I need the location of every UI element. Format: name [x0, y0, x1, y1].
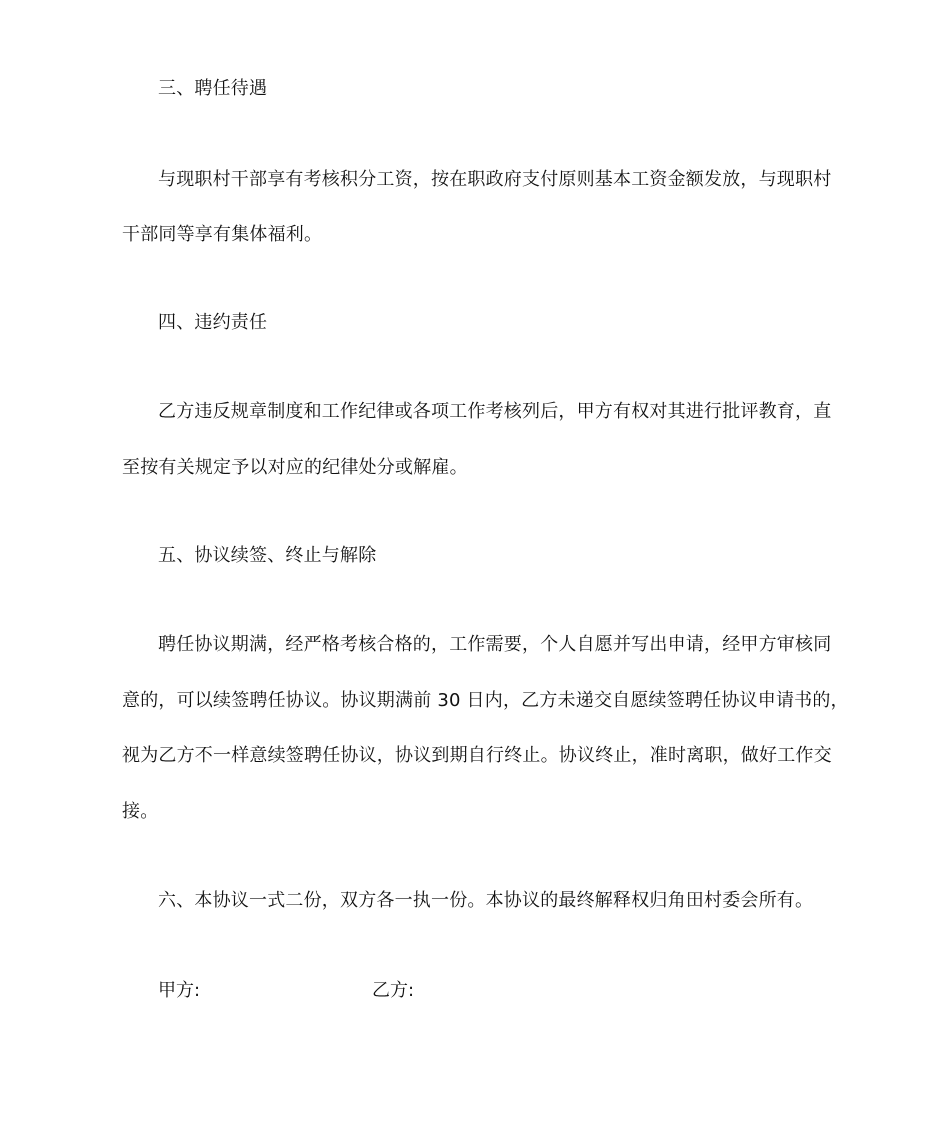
section6-text: 六、本协议一式二份，双方各一执一份。本协议的最终解释权归角田村委会所有。 [158, 890, 814, 911]
section5-para-line2: 意的，可以续签聘任协议。协议期满前 30 日内，乙方未递交自愿续签聘任协议申请书的， [122, 690, 849, 711]
section3-para-line2: 干部同等享有集体福利。 [122, 224, 323, 245]
section5-para-line1: 聘任协议期满，经严格考核合格的，工作需要，个人自愿并写出申请，经甲方审核同 [158, 634, 832, 655]
section4-para-line2: 至按有关规定予以对应的纪律处分或解雇。 [122, 457, 468, 478]
party-b-signature-label: 乙方: [372, 980, 415, 1001]
section4-heading: 四、违约责任 [158, 312, 268, 333]
section4-para-line1: 乙方违反规章制度和工作纪律或各项工作考核列后，甲方有权对其进行批评教育，直 [158, 401, 832, 422]
party-a-signature-label: 甲方: [158, 980, 201, 1001]
section5-heading: 五、协议续签、终止与解除 [158, 545, 377, 566]
section5-para-line3: 视为乙方不一样意续签聘任协议，协议到期自行终止。协议终止，准时离职，做好工作交 [122, 745, 832, 766]
section5-para-line4: 接。 [122, 801, 159, 822]
section3-para-line1: 与现职村干部享有考核积分工资，按在职政府支付原则基本工资金额发放，与现职村 [158, 169, 832, 190]
section3-heading: 三、聘任待遇 [158, 78, 268, 99]
